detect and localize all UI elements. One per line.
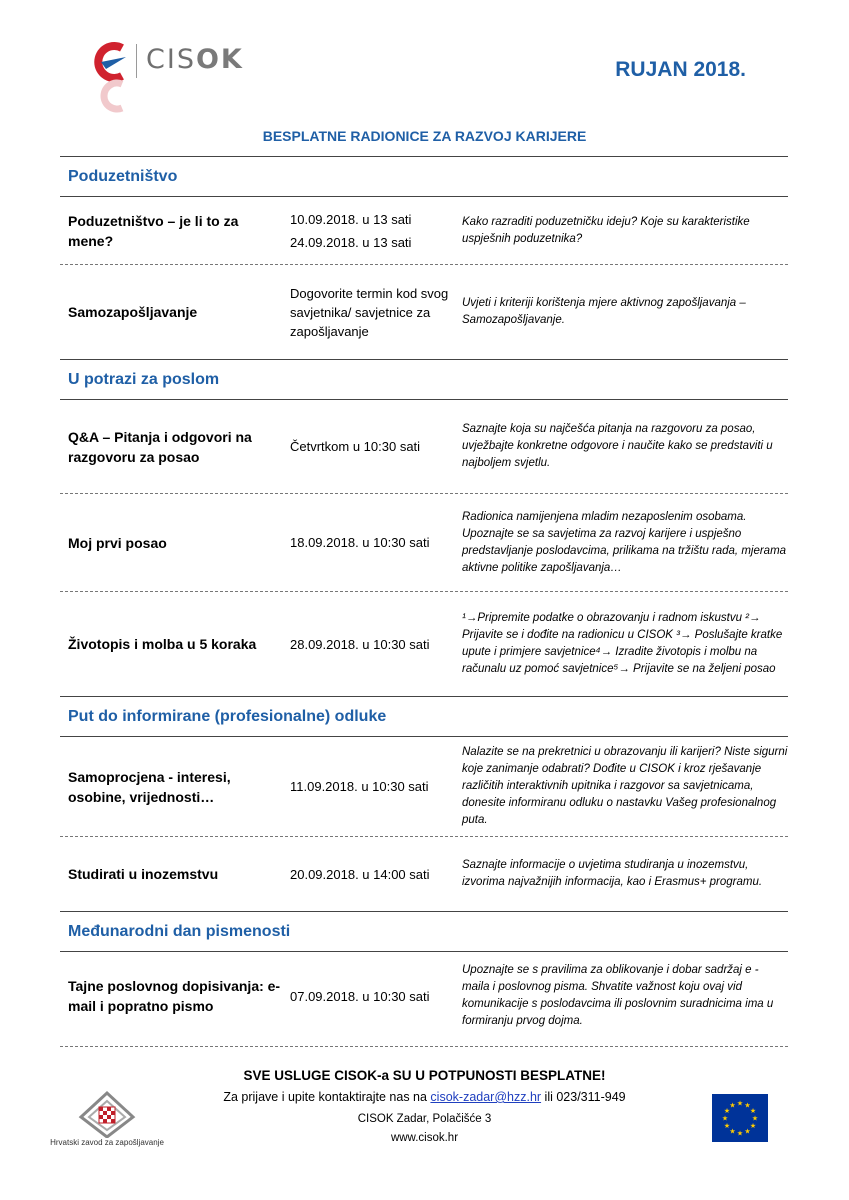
eu-star-icon: ★ xyxy=(729,1127,736,1136)
table-row xyxy=(60,494,788,592)
eu-flag-icon xyxy=(712,1094,768,1142)
cisok-logo xyxy=(86,38,286,118)
workshop-dates xyxy=(282,635,454,654)
eu-star-icon: ★ xyxy=(744,1101,751,1110)
workshop-title: Tajne poslovnog dopisivanja: e-mail i popratno pismo xyxy=(68,978,281,1014)
workshop-description: ¹→Pripremite podatke o obrazovanju i radnom iskustvu ²→ Prijavite se i dođite na radionicu u CISOK ³→ Poslušajte kratke upute i primjere savjetnice⁴→ Izradite životopis i molbu na računalu uz pomoć savjetnice⁵→ Prijavite se na željeni posao xyxy=(462,612,783,675)
workshop-dates xyxy=(282,987,454,1006)
table-row xyxy=(60,592,788,696)
footer-address: CISOK Zadar, Polačišće 3 xyxy=(357,1113,492,1125)
workshop-title: Studirati u inozemstvu xyxy=(68,866,219,882)
workshop-date: Dogovorite termin kod svog savjetnika/ savjetnice za zapošljavanje xyxy=(290,285,449,339)
workshop-date: 28.09.2018. u 10:30 sati xyxy=(290,636,430,652)
workshop-title: Q&A – Pitanja i odgovori na razgovoru za posao xyxy=(68,428,252,465)
footer-website[interactable]: www.cisok.hr xyxy=(390,1132,459,1144)
workshop-dates xyxy=(282,777,454,796)
logo-text-cis: CIS xyxy=(146,44,196,75)
eu-star-icon: ★ xyxy=(723,1122,731,1130)
table-row xyxy=(60,265,788,359)
workshop-date: 20.09.2018. u 14:00 sati xyxy=(290,866,430,882)
table-row xyxy=(60,197,788,265)
workshop-date: 18.09.2018. u 10:30 sati xyxy=(290,535,430,550)
hzz-emblem-icon xyxy=(32,1088,182,1138)
workshop-title: Poduzetništvo – je li to za mene? xyxy=(68,212,239,249)
eu-star-icon: ★ xyxy=(749,1122,757,1130)
contact-suffix: ili 023/311-949 xyxy=(541,1090,626,1104)
workshop-dates xyxy=(282,206,454,256)
section-header: Poduzetništvo xyxy=(60,156,788,197)
table-row xyxy=(60,837,788,911)
month-title: RUJAN 2018. xyxy=(615,58,746,81)
workshop-dates xyxy=(282,437,454,456)
footer-divider xyxy=(60,1046,788,1047)
section-header: Međunarodni dan pismenosti xyxy=(60,911,788,952)
workshop-date: 24.09.2018. u 13 sati xyxy=(290,234,412,250)
table-row xyxy=(60,952,788,1040)
eu-star-icon: ★ xyxy=(729,1101,736,1110)
cisok-logo-mark xyxy=(86,38,132,116)
workshop-dates xyxy=(282,284,454,341)
workshop-description: Saznajte informacije o uvjetima studiranja u inozemstvu, izvorima najvažnijih informacija, kao i Erasmus+ programu. xyxy=(462,859,763,888)
hzz-label: Hrvatski zavod za zapošljavanje xyxy=(50,1138,164,1147)
eu-star-icon: ★ xyxy=(723,1107,731,1115)
workshop-table xyxy=(60,156,788,1040)
workshop-date: 10.09.2018. u 13 sati xyxy=(290,211,412,227)
workshop-title: Samoprocjena - interesi, osobine, vrijednosti… xyxy=(68,768,231,805)
workshop-description: Uvjeti i kriteriji korištenja mjere aktivnog zapošljavanja – Samozapošljavanje. xyxy=(462,297,746,326)
workshop-description: Kako razraditi poduzetničku ideju? Koje su karakteristike uspješnih poduzetnika? xyxy=(462,215,750,245)
workshop-dates xyxy=(282,533,454,552)
logo-divider xyxy=(136,44,137,78)
footer-headline: SVE USLUGE CISOK-a SU U POTPUNOSTI BESPLATNE! xyxy=(243,1068,606,1083)
workshop-title: Samozapošljavanje xyxy=(68,304,198,320)
eu-star-icon: ★ xyxy=(751,1114,759,1123)
eu-star-icon: ★ xyxy=(736,1099,744,1108)
table-row xyxy=(60,400,788,494)
workshop-description: Upoznajte se s pravilima za oblikovanje i dobar sadržaj e - maila i poslovnog pisma. Shvatite važnost koju ovaj vid komunikacije s poslodavcima ili poslovnim suradnicima ima u formiranju prvog dojma. xyxy=(462,964,774,1027)
workshop-date: Četvrtkom u 10:30 sati xyxy=(290,439,421,454)
eu-star-icon: ★ xyxy=(736,1129,744,1138)
table-row xyxy=(60,737,788,837)
workshop-description: Nalazite se na prekretnici u obrazovanju ili karijeri? Niste sigurni koje zanimanje odabrati? Dođite u CISOK i kroz rješavanje različitih interaktivnih upitnika i razgovor sa savjetnicama, donesite informiranu odluku o nastavku Vašeg profesionalnog puta. xyxy=(462,746,788,826)
section-header: U potrazi za poslom xyxy=(60,359,788,400)
section-header: Put do informirane (profesionalne) odluke xyxy=(60,696,788,737)
page-title: BESPLATNE RADIONICE ZA RAZVOJ KARIJERE xyxy=(262,128,587,144)
workshop-title: Životopis i molba u 5 koraka xyxy=(68,636,257,652)
eu-star-icon: ★ xyxy=(721,1114,729,1123)
workshop-description: Saznajte koja su najčešća pitanja na razgovoru za posao, uvježbajte konkretne odgovore i naučite kako se predstaviti u najboljem svjetlu. xyxy=(462,423,773,469)
contact-prefix: Za prijave i upite kontaktirajte nas na xyxy=(223,1090,431,1104)
eu-star-icon: ★ xyxy=(744,1127,751,1136)
workshop-date: 11.09.2018. u 10:30 sati xyxy=(290,779,429,794)
workshop-description: Radionica namijenjena mladim nezaposlenim osobama. Upoznajte se sa savjetima za razvoj karijere i uspješno predstavljanje poslodavcima, prilikama na tržištu rada, mjerama aktivne politike zapošljavanja… xyxy=(462,510,787,574)
logo-text xyxy=(146,44,244,75)
workshop-dates xyxy=(282,865,454,884)
workshop-date: 07.09.2018. u 10:30 sati xyxy=(290,988,430,1004)
logo-text-ok: OK xyxy=(195,44,244,75)
email-link[interactable]: cisok-zadar@hzz.hr xyxy=(430,1090,542,1104)
eu-star-icon: ★ xyxy=(749,1107,757,1115)
hzz-logo xyxy=(32,1088,182,1152)
workshop-title: Moj prvi posao xyxy=(68,534,167,551)
